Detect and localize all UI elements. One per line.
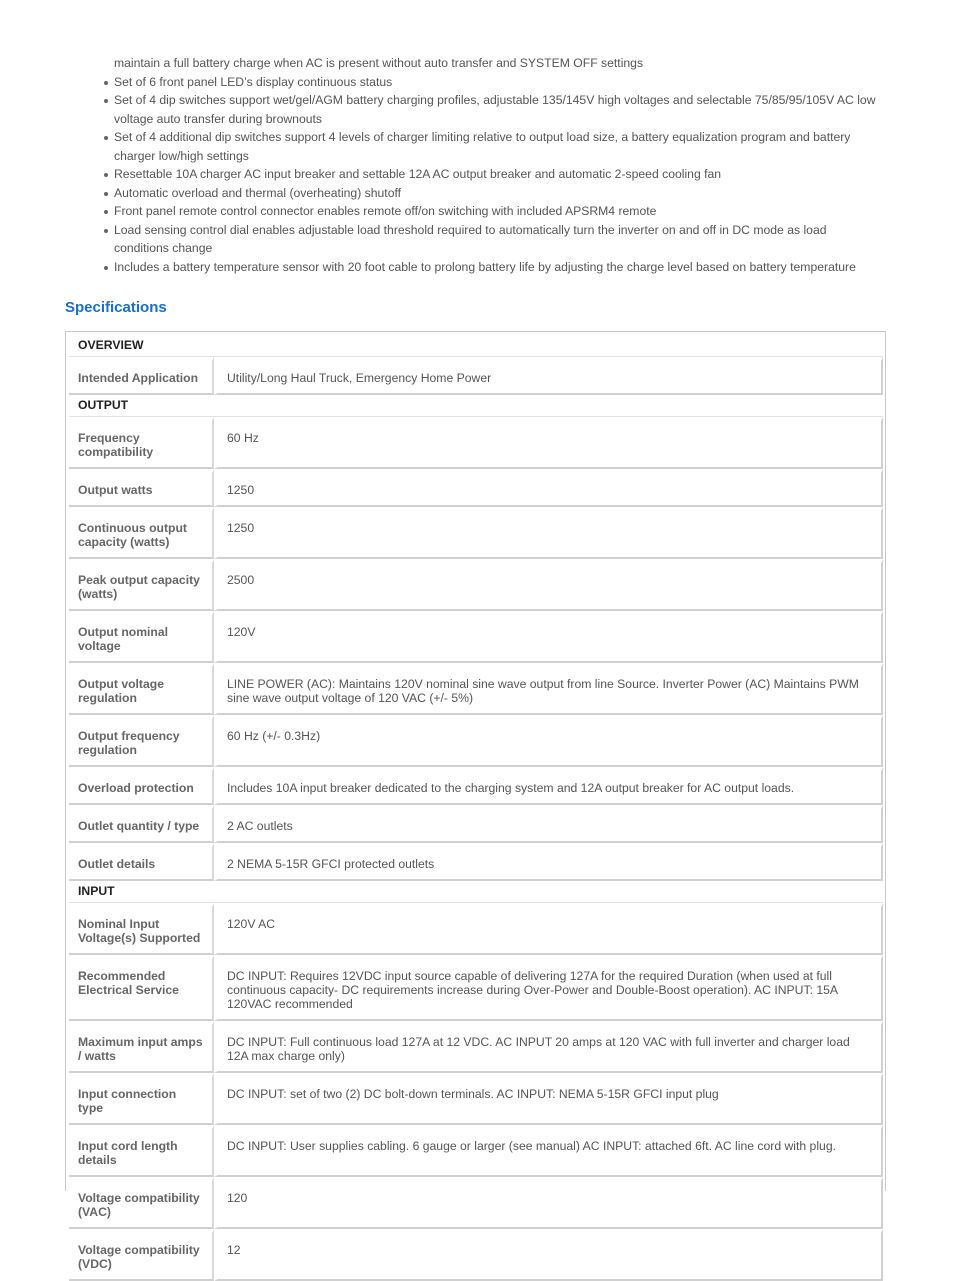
feature-text: maintain a full battery charge when AC is present without auto transfer and SYSTEM OFF settings xyxy=(114,56,644,70)
feature-item xyxy=(104,91,884,128)
spec-row xyxy=(69,955,883,1021)
feature-item xyxy=(104,54,884,73)
spec-row xyxy=(69,559,883,611)
bullet-icon xyxy=(104,229,108,233)
spec-value: 1250 xyxy=(214,469,883,507)
spec-value: 2 NEMA 5-15R GFCI protected outlets xyxy=(214,843,883,881)
specifications-heading: Specifications xyxy=(65,299,167,316)
section-header-row xyxy=(69,335,883,357)
spec-row xyxy=(69,1229,883,1281)
feature-item xyxy=(104,258,884,277)
spec-label: Input cord length details xyxy=(69,1125,214,1177)
section-title: OVERVIEW xyxy=(69,335,883,357)
spec-row xyxy=(69,1177,883,1229)
feature-item xyxy=(104,128,884,165)
feature-item xyxy=(104,165,884,184)
feature-text: Load sensing control dial enables adjustable load threshold required to automatically turn the inverter on and off in DC mode as load conditions change xyxy=(114,222,827,255)
spec-row xyxy=(69,417,883,469)
bullet-icon xyxy=(104,192,108,196)
spec-value: 12 xyxy=(214,1229,883,1281)
bullet-icon xyxy=(104,173,108,177)
spec-value: LINE POWER (AC): Maintains 120V nominal sine wave output from line Source. Inverter Power (AC) Maintains PWM sine wave output voltage of 120 VAC (+/- 5%) xyxy=(214,663,883,715)
spec-label: Recommended Electrical Service xyxy=(69,955,214,1021)
feature-text: Set of 4 dip switches support wet/gel/AGM battery charging profiles, adjustable 135/145V high voltages and selectable 75/85/95/105V AC low voltage auto transfer during brownouts xyxy=(114,93,876,126)
spec-row xyxy=(69,1073,883,1125)
bullet-icon xyxy=(104,266,108,270)
spec-label: Outlet quantity / type xyxy=(69,805,214,843)
spec-row xyxy=(69,1021,883,1073)
spec-label: Output watts xyxy=(69,469,214,507)
spec-label: Frequency compatibility xyxy=(69,417,214,469)
section-title: INPUT xyxy=(69,881,883,903)
spec-label: Outlet details xyxy=(69,843,214,881)
spec-value: 120 xyxy=(214,1177,883,1229)
spec-value: Utility/Long Haul Truck, Emergency Home Power xyxy=(214,357,883,395)
spec-label: Nominal Input Voltage(s) Supported xyxy=(69,903,214,955)
spec-value: 2 AC outlets xyxy=(214,805,883,843)
feature-item xyxy=(104,184,884,203)
feature-item xyxy=(104,221,884,258)
section-header-row xyxy=(69,395,883,417)
spec-row xyxy=(69,903,883,955)
spec-value: 60 Hz xyxy=(214,417,883,469)
bullet-icon xyxy=(104,210,108,214)
feature-text: Includes a battery temperature sensor with 20 foot cable to prolong battery life by adjusting the charge level based on battery temperature xyxy=(114,259,856,274)
specifications-table xyxy=(69,335,883,1281)
bullet-icon xyxy=(104,136,108,140)
feature-item xyxy=(104,202,884,221)
spec-row xyxy=(69,357,883,395)
spec-row xyxy=(69,843,883,881)
spec-value: DC INPUT: Requires 12VDC input source capable of delivering 127A for the required Duration (when used at full continuous capacity- DC requirements increase during Over-Power and Double-Boost operation). AC INPUT: 15A 120VAC recommended xyxy=(214,955,883,1021)
spec-value: 2500 xyxy=(214,559,883,611)
spec-label: Continuous output capacity (watts) xyxy=(69,507,214,559)
spec-value: 120V xyxy=(214,611,883,663)
spec-value: DC INPUT: User supplies cabling. 6 gauge or larger (see manual) AC INPUT: attached 6ft. AC line cord with plug. xyxy=(214,1125,883,1177)
spec-row xyxy=(69,611,883,663)
spec-label: Output nominal voltage xyxy=(69,611,214,663)
section-header-row xyxy=(69,881,883,903)
feature-text: Resettable 10A charger AC input breaker and settable 12A AC output breaker and automatic 2-speed cooling fan xyxy=(114,167,722,181)
spec-row xyxy=(69,1125,883,1177)
bullet-icon xyxy=(104,99,108,103)
spec-label: Output frequency regulation xyxy=(69,715,214,767)
feature-text: Set of 6 front panel LED’s display continuous status xyxy=(114,74,393,89)
spec-row xyxy=(69,469,883,507)
spec-label: Overload protection xyxy=(69,767,214,805)
spec-row xyxy=(69,663,883,715)
spec-label: Voltage compatibility (VAC) xyxy=(69,1177,214,1229)
spec-row xyxy=(69,715,883,767)
spec-row xyxy=(69,805,883,843)
spec-value: Includes 10A input breaker dedicated to the charging system and 12A output breaker for AC output loads. xyxy=(214,767,883,805)
feature-text: Automatic overload and thermal (overheating) shutoff xyxy=(114,185,402,200)
spec-value: 1250 xyxy=(214,507,883,559)
spec-value: 120V AC xyxy=(214,903,883,955)
spec-label: Peak output capacity (watts) xyxy=(69,559,214,611)
section-title: OUTPUT xyxy=(69,395,883,417)
feature-list xyxy=(104,54,884,276)
feature-text: Set of 4 additional dip switches support 4 levels of charger limiting relative to output load size, a battery equalization program and battery charger low/high settings xyxy=(114,130,851,163)
bullet-icon xyxy=(104,81,108,85)
spec-label: Intended Application xyxy=(69,357,214,395)
spec-value: DC INPUT: set of two (2) DC bolt-down terminals. AC INPUT: NEMA 5-15R GFCI input plug xyxy=(214,1073,883,1125)
spec-label: Output voltage regulation xyxy=(69,663,214,715)
feature-item xyxy=(104,73,884,92)
spec-row xyxy=(69,507,883,559)
spec-label: Input connection type xyxy=(69,1073,214,1125)
spec-label: Maximum input amps / watts xyxy=(69,1021,214,1073)
spec-row xyxy=(69,767,883,805)
feature-text: Front panel remote control connector enables remote off/on switching with included APSRM4 remote xyxy=(114,204,657,218)
spec-value: DC INPUT: Full continuous load 127A at 12 VDC. AC INPUT 20 amps at 120 VAC with full inverter and charger load 12A max charge only) xyxy=(214,1021,883,1073)
spec-value: 60 Hz (+/- 0.3Hz) xyxy=(214,715,883,767)
spec-label: Voltage compatibility (VDC) xyxy=(69,1229,214,1281)
